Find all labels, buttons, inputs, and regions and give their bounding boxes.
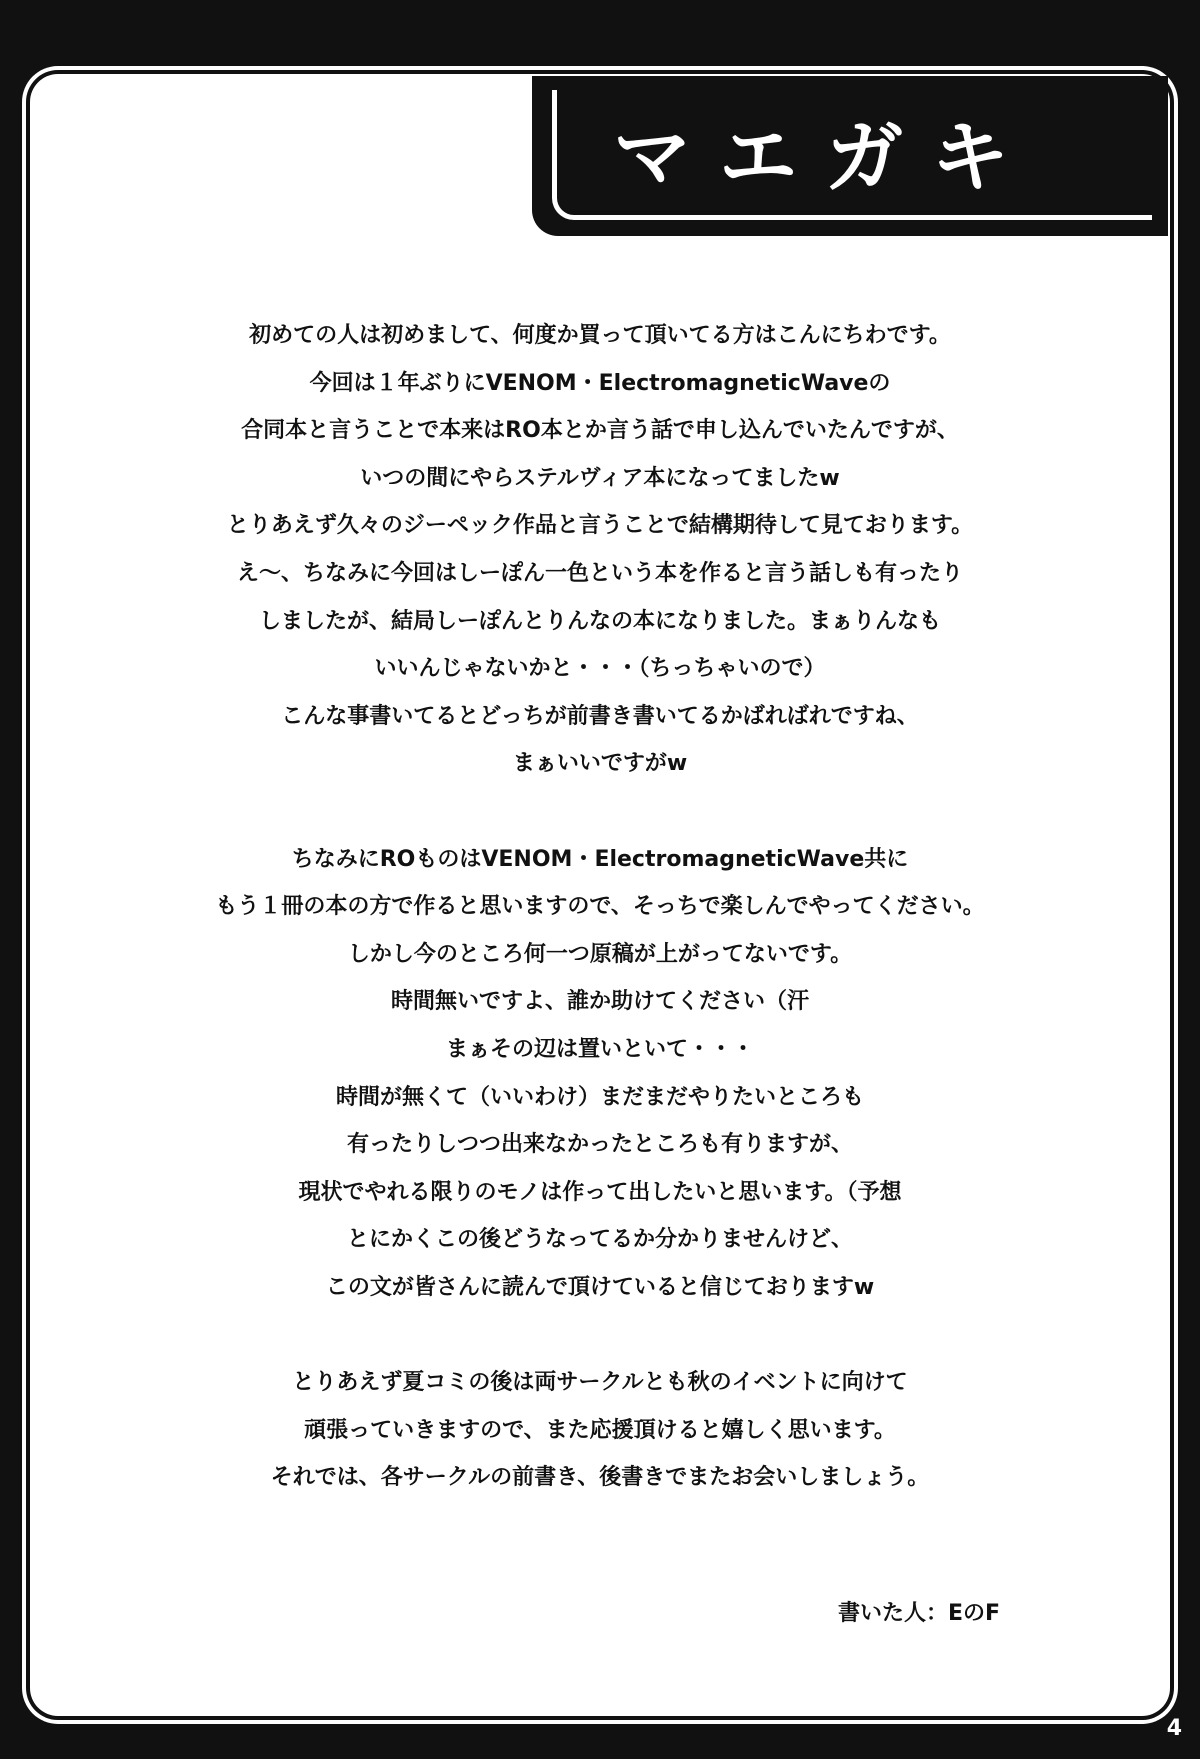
text-line: 現状でやれる限りのモノは作って出したいと思います。（予想 xyxy=(298,1179,902,1205)
page-number: 4 xyxy=(1166,1716,1182,1741)
page-title: マエガキ xyxy=(612,113,1037,203)
text-line: 有ったりしつつ出来なかったところも有りますが、 xyxy=(346,1132,853,1158)
text-line: それでは、各サークルの前書き、後書きでまたお会いしましょう。 xyxy=(270,1465,930,1491)
text-line: え～、ちなみに今回はしーぽん一色という本を作ると言う話しも有ったり xyxy=(236,560,963,586)
text-line: 今回は１年ぶりにVENOM・ElectromagneticWaveの xyxy=(309,370,891,396)
text-line: 時間無いですよ、誰か助けてください（汗 xyxy=(390,989,809,1015)
body-text xyxy=(60,312,1140,1502)
text-line: とりあえず夏コミの後は両サークルとも秋のイベントに向けて xyxy=(292,1370,908,1396)
text-line: 合同本と言うことで本来はRO本とか言う話で申し込んでいたんですが、 xyxy=(241,418,959,444)
text-line: こんな事書いてるとどっちが前書き書いてるかばればれですね、 xyxy=(281,703,919,729)
text-line: 初めての人は初めまして、何度か買って頂いてる方はこんにちわです。 xyxy=(249,323,951,348)
text-line: まぁいいですがw xyxy=(512,751,688,777)
text-line: いいんじゃないかと・・・（ちっちゃいので） xyxy=(374,656,826,682)
text-line: いつの間にやらステルヴィア本になってましたw xyxy=(360,465,840,491)
text-line: とにかくこの後どうなってるか分かりませんけど、 xyxy=(346,1227,853,1253)
text-line: まぁその辺は置いといて・・・ xyxy=(445,1036,754,1062)
text-line: この文が皆さんに読んで頂けていると信じておりますw xyxy=(325,1274,875,1300)
paragraph-gap xyxy=(60,1311,1140,1359)
text-line: しかし今のところ何一つ原稿が上がってないです。 xyxy=(347,941,853,967)
text-line: 時間が無くて（いいわけ）まだまだやりたいところも xyxy=(335,1084,864,1110)
signature: 書いた人：EのF xyxy=(837,1601,1000,1626)
text-line: もう１冊の本の方で作ると思いますので、そっちで楽しんでやってください。 xyxy=(215,894,985,920)
text-line: ちなみにROものはVENOM・ElectromagneticWave共に xyxy=(291,846,909,872)
text-line: しましたが、結局しーぽんとりんなの本になりました。まぁりんなも xyxy=(258,608,941,634)
text-line: 頑張っていきますので、また応援頂けると嬉しく思います。 xyxy=(304,1417,896,1443)
paragraph-gap xyxy=(60,788,1140,836)
text-line: とりあえず久々のジーペック作品と言うことで結構期待して見ております。 xyxy=(226,513,974,539)
